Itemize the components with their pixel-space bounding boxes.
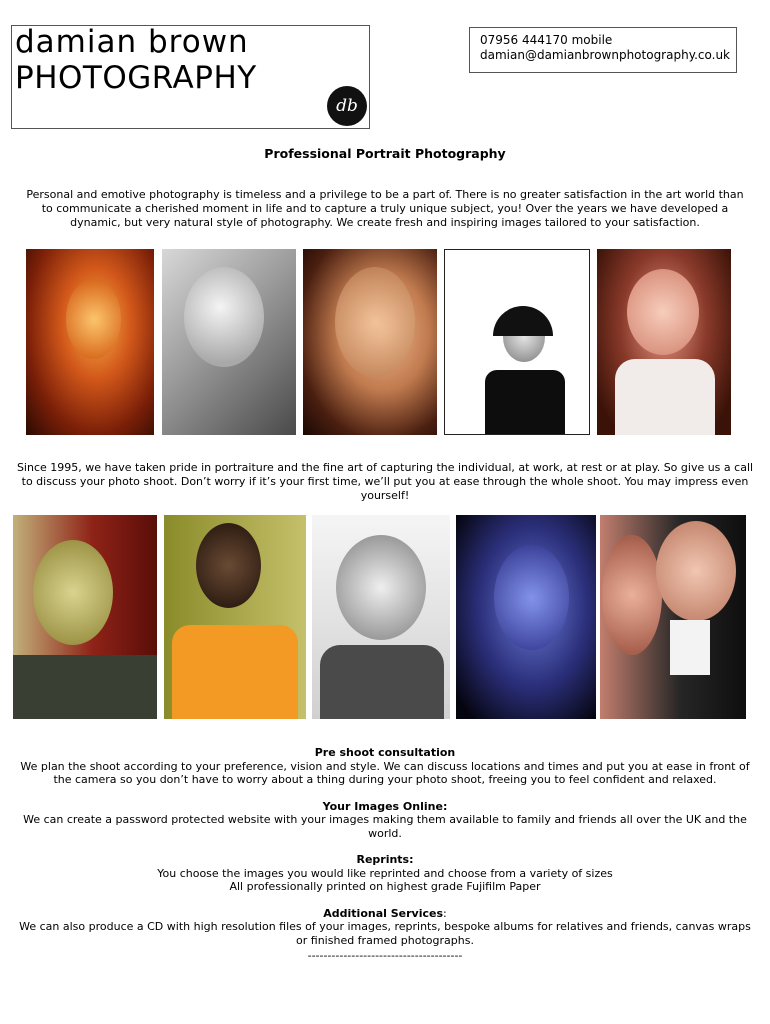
photo-young-man-green [13, 515, 157, 719]
contact-box [469, 27, 737, 73]
phone-number: 07956 444170 mobile [480, 33, 613, 47]
photo-woman-blue-eyes [303, 249, 437, 435]
logo-name: damian brown [15, 24, 249, 60]
photo-boy-smiling-bw [312, 515, 450, 719]
photo-strip-top [26, 249, 731, 435]
services-section [15, 746, 755, 976]
additional-text: We can also produce a CD with high resolution files of your images, reprints, bespoke albums for relatives and friends, canvas wraps or finished framed photographs. [19, 920, 751, 947]
photo-elderly-couple [600, 515, 746, 719]
online-block [15, 800, 755, 841]
reprints-line1: You choose the images you would like reprinted and choose from a variety of sizes [157, 866, 613, 880]
additional-colon: : [443, 906, 447, 920]
reprints-line2: All professionally printed on highest grade Fujifilm Paper [229, 880, 541, 893]
additional-title-line [15, 907, 755, 921]
reprints-title: Reprints: [356, 853, 414, 866]
logo-box [11, 25, 370, 129]
monogram-logo: db [327, 86, 367, 126]
history-paragraph: Since 1995, we have taken pride in portraiture and the fine art of capturing the individual, at work, at rest or at play. So give us a call to discuss your photo shoot. Don’t worry if it’s your first time, we’ll put you at ease through the whole shoot. You may impress even yourself! [16, 461, 754, 502]
logo-photography: PHOTOGRAPHY [15, 60, 257, 96]
additional-block [15, 907, 755, 963]
intro-paragraph: Personal and emotive photography is timeless and a privilege to be a part of. There is no greater satisfaction in the art world than to communicate a cherished moment in life and to capture a truly unique subject, you! Over the years we have developed a dynamic, but very natural style of photography. We create fresh and inspiring images tailored to your satisfaction. [26, 188, 744, 229]
email-address: damian@damianbrownphotography.co.uk [480, 48, 730, 62]
page-title: Professional Portrait Photography [264, 146, 506, 161]
consultation-text: We plan the shoot according to your preference, vision and style. We can discuss locations and times and put you at ease in front of the camera so you don’t have to worry about a thing during your photo shoot, freeing you to feel confident and relaxed. [20, 759, 750, 786]
divider-line: --------------------------------------- [307, 949, 463, 962]
online-text: We can create a password protected website with your images making them available to family and friends all over the UK and the world. [23, 813, 747, 840]
photo-baby-bw [162, 249, 296, 435]
photo-strip-bottom [13, 515, 746, 719]
photo-man-blue [456, 515, 596, 719]
additional-title: Additional Services [323, 906, 444, 920]
photo-woman-red [26, 249, 154, 435]
photo-toddler-girl [597, 249, 731, 435]
consultation-block [15, 746, 755, 787]
reprints-block [15, 853, 755, 894]
photo-teen-brooklyn [164, 515, 306, 719]
consultation-title: Pre shoot consultation [314, 746, 456, 759]
photo-girl-bw [444, 249, 590, 435]
online-title: Your Images Online: [322, 799, 448, 813]
